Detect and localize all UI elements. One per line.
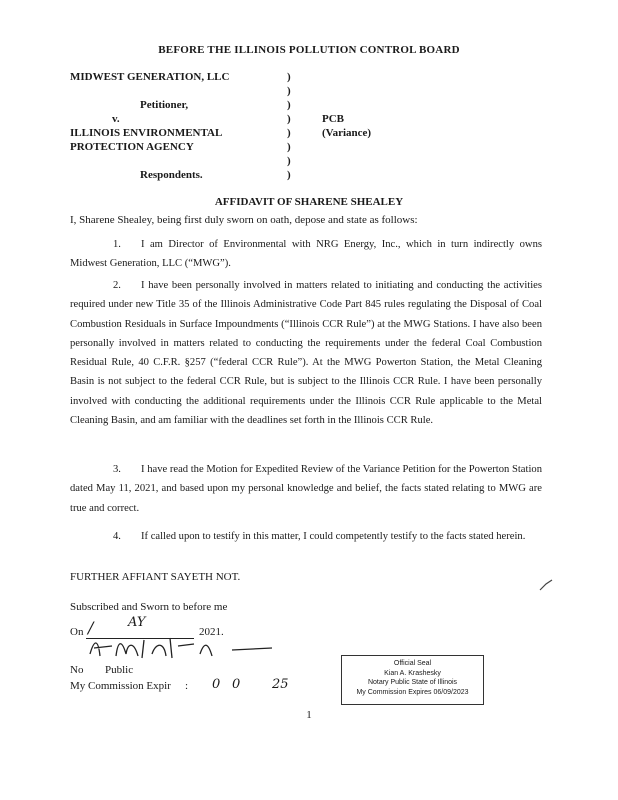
paragraph-text: I have read the Motion for Expedited Review of the Variance Petition for the Powerton Station dated May 11, 2021, and based upon my personal knowledge and belief, the facts stated relating to MWG are true and correct. [70,464,542,514]
versus: v. [112,113,120,125]
paragraph-1 [70,235,542,274]
year: 2021. [199,626,224,638]
affidavit-title: AFFIDAVIT OF SHARENE SHEALEY [214,196,404,208]
paren: ) [287,85,291,97]
respondent-name-line1: ILLINOIS ENVIRONMENTAL [70,127,223,139]
handwritten-expiry-year: 25 [272,677,289,692]
paragraph-number: 1. [113,239,121,250]
paren: ) [287,113,291,125]
notary-no-label: No [70,664,84,676]
paragraph-text: I have been personally involved in matters related to initiating and conducting the activities required under new Title 35 of the Illinois Administrative Code Part 845 rules regulating the Disposal of Coal Combustion Residuals in Surface Impoundments (“Illinois CCR Rule”) at the MWG Stations. I have also been personally involved in matters related to conducting the requirements under the federal Coal Combustion Residual Rule, 40 C.F.R. §257 (“federal CCR Rule”). At the MWG Powerton Station, the Metal Cleaning Basin is not subject to the federal CCR Rule, but is subject to the Illinois CCR Rule. I have been personally involved with conducting the additional requirements under the Illinois CCR Rule applicable to the Metal Cleaning Basin, and am familiar with the deadlines set forth in the Illinois CCR Rule. [70,280,542,427]
commission-colon: : [185,680,189,692]
seal-expiry: My Commission Expires 06/09/2023 [356,688,469,696]
page-number: 1 [306,709,312,721]
on-label: On [70,626,84,638]
paren: ) [287,155,291,167]
subscribed-sworn: Subscribed and Sworn to before me [70,601,228,613]
respondent-name-line2: PROTECTION AGENCY [70,141,194,153]
caption-paren-column [287,70,291,182]
paragraph-3 [70,460,542,518]
board-title: BEFORE THE ILLINOIS POLLUTION CONTROL BOARD [158,44,460,56]
paragraph-number: 3. [113,464,121,475]
paragraph-number: 4. [113,531,121,542]
closing-statement: FURTHER AFFIANT SAYETH NOT. [70,571,241,583]
case-label: PCB [322,113,344,125]
paren: ) [287,99,291,111]
petitioner-name: MIDWEST GENERATION, LLC [70,71,230,83]
seal-notary-name: Kian A. Krashesky [384,669,441,677]
paren: ) [287,71,291,83]
paragraph-4 [70,527,542,546]
paren: ) [287,141,291,153]
handwritten-expiry-month: 0 [212,677,221,692]
paragraph-number: 2. [113,280,121,291]
paren: ) [287,169,291,181]
paragraph-text: If called upon to testify in this matter, I could competently testify to the facts stated herein. [141,531,526,542]
notary-seal [341,655,484,705]
handwritten-month: AY [128,615,146,630]
respondent-role: Respondents. [140,169,203,181]
commission-label: My Commission Expir [70,680,171,692]
petitioner-role: Petitioner, [140,99,189,111]
affidavit-intro: I, Sharene Shealey, being first duly sworn on oath, depose and state as follows: [70,214,418,226]
pen-mark-icon [538,578,554,592]
paragraph-2 [70,276,542,430]
paragraph-text: I am Director of Environmental with NRG Energy, Inc., which in turn indirectly owns Midwest Generation, LLC (“MWG”). [70,239,542,270]
seal-title: Official Seal [393,660,432,667]
paren: ) [287,127,291,139]
notary-signature [82,632,282,664]
handwritten-day: / [88,618,94,637]
notary-public-label: Public [105,664,134,676]
seal-state: Notary Public State of Illinois [367,679,458,686]
handwritten-expiry-day: 0 [232,677,241,692]
case-type: (Variance) [322,127,372,139]
